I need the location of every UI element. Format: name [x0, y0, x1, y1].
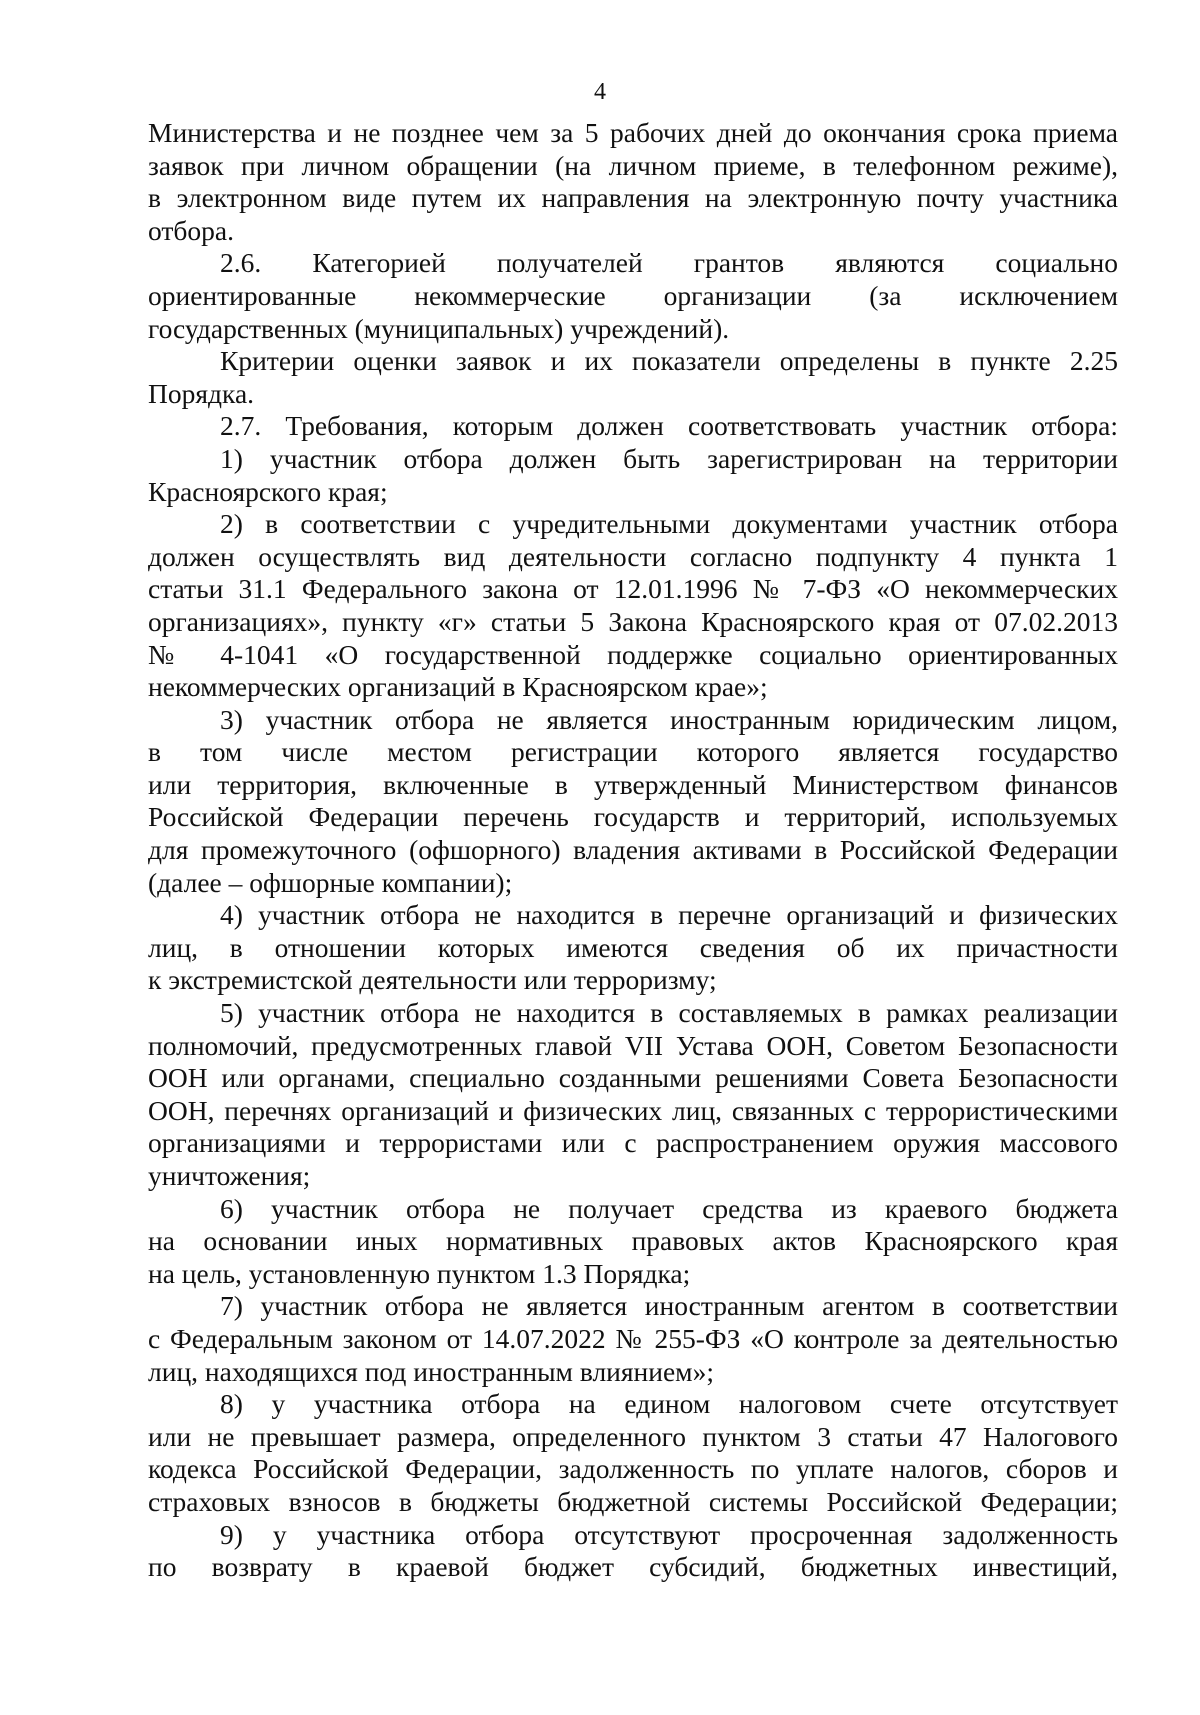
text-line: ориентированные некоммерческие организации (за исключением — [148, 279, 1118, 311]
text-line: по возврату в краевой бюджет субсидий, бюджетных инвестиций, — [148, 1551, 1118, 1583]
text-line: для промежуточного (офшорного) владения активами в Российской Федерации — [148, 834, 1118, 866]
document-body — [148, 117, 1118, 1584]
text-line: в том числе местом регистрации которого является государство — [148, 736, 1118, 768]
text-line: на цель, установленную пунктом 1.3 Порядка; — [148, 1257, 691, 1289]
text-line: Российской Федерации перечень государств и территорий, используемых — [148, 801, 1118, 833]
text-line: полномочий, предусмотренных главой VII Устава ООН, Советом Безопасности — [148, 1029, 1118, 1061]
text-line: к экстремистской деятельности или терроризму; — [148, 964, 717, 996]
text-line: некоммерческих организаций в Красноярском крае»; — [148, 671, 768, 703]
text-line: Министерства и не позднее чем за 5 рабочих дней до окончания срока приема — [148, 117, 1118, 148]
text-line: статьи 31.1 Федерального закона от 12.01.1996 № 7-ФЗ «О некоммерческих — [148, 573, 1118, 605]
text-line: Порядка. — [148, 377, 255, 409]
text-line: организациях», пункту «г» статьи 5 Закона Красноярского края от 07.02.2013 — [148, 605, 1118, 637]
text-line: заявок при личном обращении (на личном приеме, в телефонном режиме), — [148, 149, 1118, 181]
text-line: № 4-1041 «О государственной поддержке социально ориентированных — [148, 638, 1118, 670]
text-line: ООН, перечнях организаций и физических лиц, связанных с террористическими — [148, 1094, 1118, 1126]
text-line: кодекса Российской Федерации, задолженность по уплате налогов, сборов и — [148, 1453, 1118, 1485]
text-line: государственных (муниципальных) учреждений). — [148, 312, 730, 344]
text-line: в электронном виде путем их направления на электронную почту участника — [148, 182, 1118, 214]
text-line: на основании иных нормативных правовых актов Красноярского края — [148, 1225, 1118, 1257]
text-line: 2) в соответствии с учредительными документами участник отбора — [220, 508, 1118, 540]
text-line: с Федеральным законом от 14.07.2022 № 255-ФЗ «О контроле за деятельностью — [148, 1322, 1118, 1354]
text-line: 9) у участника отбора отсутствуют просроченная задолженность — [220, 1518, 1118, 1550]
text-line: 7) участник отбора не является иностранным агентом в соответствии — [220, 1290, 1118, 1322]
text-line: Красноярского края; — [148, 475, 388, 507]
text-line: 5) участник отбора не находится в составляемых в рамках реализации — [220, 997, 1118, 1029]
page-number: 4 — [594, 79, 606, 105]
text-line: лиц, находящихся под иностранным влиянием»; — [148, 1355, 714, 1387]
text-line: 2.6. Категорией получателей грантов являются социально — [220, 247, 1118, 279]
text-line: отбора. — [148, 214, 234, 246]
text-line: 6) участник отбора не получает средства из краевого бюджета — [220, 1192, 1118, 1224]
text-line: страховых взносов в бюджеты бюджетной системы Российской Федерации; — [148, 1485, 1118, 1517]
text-line: 4) участник отбора не находится в перечне организаций и физических — [220, 899, 1118, 931]
text-line: или не превышает размера, определенного пунктом 3 статьи 47 Налогового — [148, 1420, 1118, 1452]
text-line: 8) у участника отбора на едином налоговом счете отсутствует — [220, 1388, 1118, 1420]
text-line: лиц, в отношении которых имеются сведения об их причастности — [148, 931, 1118, 963]
text-line: должен осуществлять вид деятельности согласно подпункту 4 пункта 1 — [148, 540, 1118, 572]
text-line: Критерии оценки заявок и их показатели определены в пункте 2.25 — [220, 345, 1118, 377]
text-line: или территория, включенные в утвержденный Министерством финансов — [148, 768, 1118, 800]
text-line: 2.7. Требования, которым должен соответствовать участник отбора: — [220, 410, 1118, 442]
text-line: организациями и террористами или с распространением оружия массового — [148, 1127, 1118, 1159]
text-line: уничтожения; — [148, 1160, 311, 1191]
text-line: 3) участник отбора не является иностранным юридическим лицом, — [220, 703, 1118, 735]
text-line: 1) участник отбора должен быть зарегистрирован на территории — [220, 442, 1118, 474]
text-line: ООН или органами, специально созданными решениями Совета Безопасности — [148, 1062, 1118, 1094]
text-line: (далее – офшорные компании); — [148, 866, 513, 898]
